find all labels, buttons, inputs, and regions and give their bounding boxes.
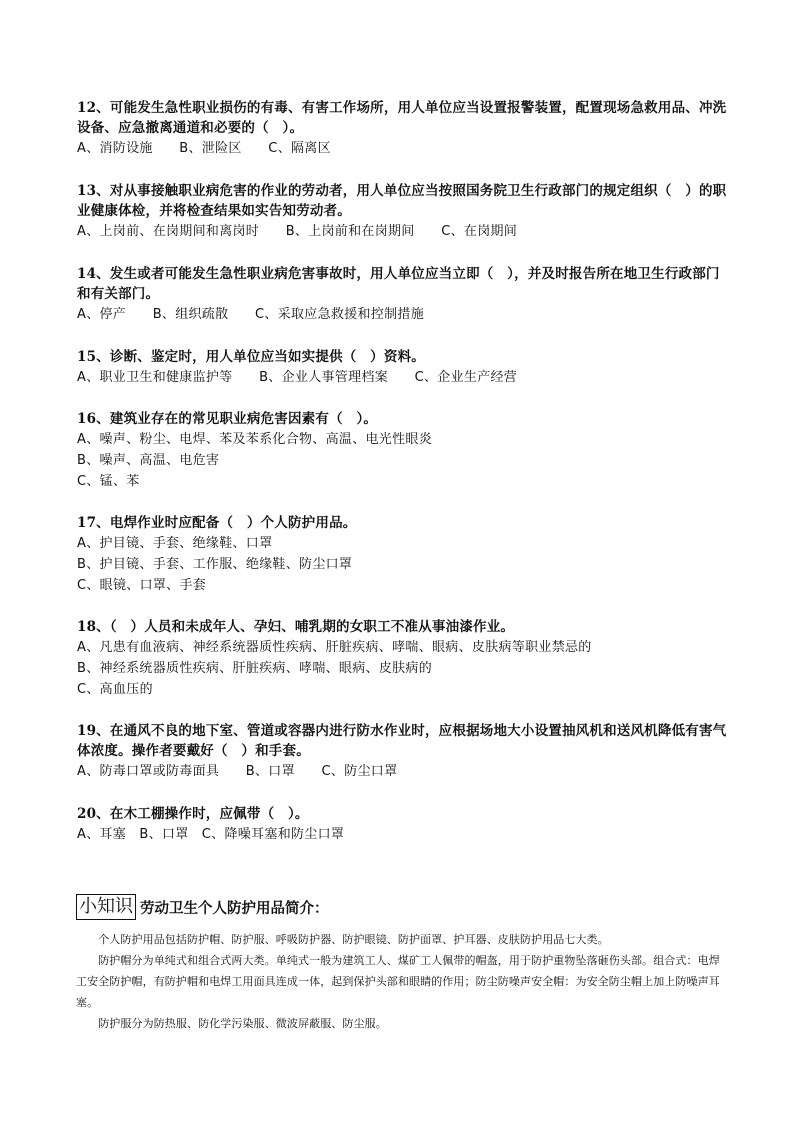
question-title: 18、（ ）人员和未成年人、孕妇、哺乳期的女职工不准从事油漆作业。: [77, 619, 515, 635]
question-title: 19、在通风不良的地下室、管道或容器内进行防水作业时，应根据场地大小设置抽风机和送风机降低有害气体浓度。操作者要戴好（ ）和手套。: [77, 723, 727, 759]
option-c: C、高血压的: [77, 682, 153, 697]
tips-badge: 小知识: [76, 894, 136, 920]
option-c: C、眼镜、口罩、手套: [77, 578, 207, 593]
question-17: [77, 513, 727, 596]
question-12: [77, 98, 727, 159]
question-18: [77, 617, 727, 700]
option-b: B、护目镜、手套、工作服、绝缘鞋、防尘口罩: [77, 557, 353, 572]
question-16: [77, 409, 727, 492]
question-options: A、耳塞 B、口罩 C、降噪耳塞和防尘口罩: [77, 827, 345, 842]
question-15: [77, 347, 727, 388]
option-c: C、锰、苯: [77, 474, 140, 489]
question-19: [77, 721, 727, 782]
question-title: 17、电焊作业时应配备（ ）个人防护用品。: [77, 515, 357, 531]
option-b: B、噪声、高温、电危害: [77, 453, 220, 468]
tips-paragraph: 防护服分为防热服、防化学污染服、微波屏蔽服、防尘服。: [76, 1017, 387, 1030]
question-title: 15、诊断、鉴定时，用人单位应当如实提供（ ）资料。: [77, 349, 425, 365]
question-14: [77, 264, 727, 325]
question-20: [77, 804, 727, 845]
tips-paragraph: 个人防护用品包括防护帽、防护服、呼吸防护器、防护眼镜、防护面罩、护耳器、皮肤防护用品七大类。: [76, 933, 609, 946]
question-title: 20、在木工棚操作时，应佩带（ ）。: [77, 806, 309, 822]
tips-heading: 劳动卫生个人防护用品简介：: [140, 900, 329, 917]
question-options: A、上岗前、在岗期间和离岗时 B、上岗前和在岗期间 C、在岗期间: [77, 224, 518, 239]
option-a: A、护目镜、手套、绝缘鞋、口罩: [77, 536, 273, 551]
question-title: 12、可能发生急性职业损伤的有毒、有害工作场所，用人单位应当设置报警装置，配置现场急救用品、冲洗设备、应急撤离通道和必要的（ ）。: [77, 100, 727, 136]
question-options: A、职业卫生和健康监护等 B、企业人事管理档案 C、企业生产经营: [77, 370, 518, 385]
question-title: 16、建筑业存在的常见职业病危害因素有（ ）。: [77, 411, 378, 427]
question-title: 14、发生或者可能发生急性职业病危害事故时，用人单位应当立即（ ），并及时报告所在地卫生行政部门和有关部门。: [77, 266, 720, 302]
question-options: A、防毒口罩或防毒面具 B、口罩 C、防尘口罩: [77, 764, 398, 779]
option-a: A、凡患有血液病、神经系统器质性疾病、肝脏疾病、哮喘、眼病、皮肤病等职业禁忌的: [77, 640, 592, 655]
option-a: A、噪声、粉尘、电焊、苯及苯系化合物、高温、电光性眼炎: [77, 432, 432, 447]
question-options: A、停产 B、组织疏散 C、采取应急救援和控制措施: [77, 307, 424, 322]
question-13: [77, 181, 727, 242]
question-options: A、消防设施 B、泄险区 C、隔离区: [77, 141, 331, 156]
option-b: B、神经系统器质性疾病、肝脏疾病、哮喘、眼病、皮肤病的: [77, 661, 433, 676]
tips-paragraph: 防护帽分为单纯式和组合式两大类。单纯式一般为建筑工人、煤矿工人佩带的帽盔，用于防护重物坠落砸伤头部。组合式：电焊工安全防护帽，有防护帽和电焊工用面具连成一体，起到保护头部和眼睛的作用；防尘防噪声安全帽：为安全防尘帽上加上防噪声耳塞。: [76, 954, 720, 1009]
question-title: 13、对从事接触职业病危害的作业的劳动者，用人单位应当按照国务院卫生行政部门的规定组织（ ）的职业健康体检，并将检查结果如实告知劳动者。: [77, 183, 727, 219]
